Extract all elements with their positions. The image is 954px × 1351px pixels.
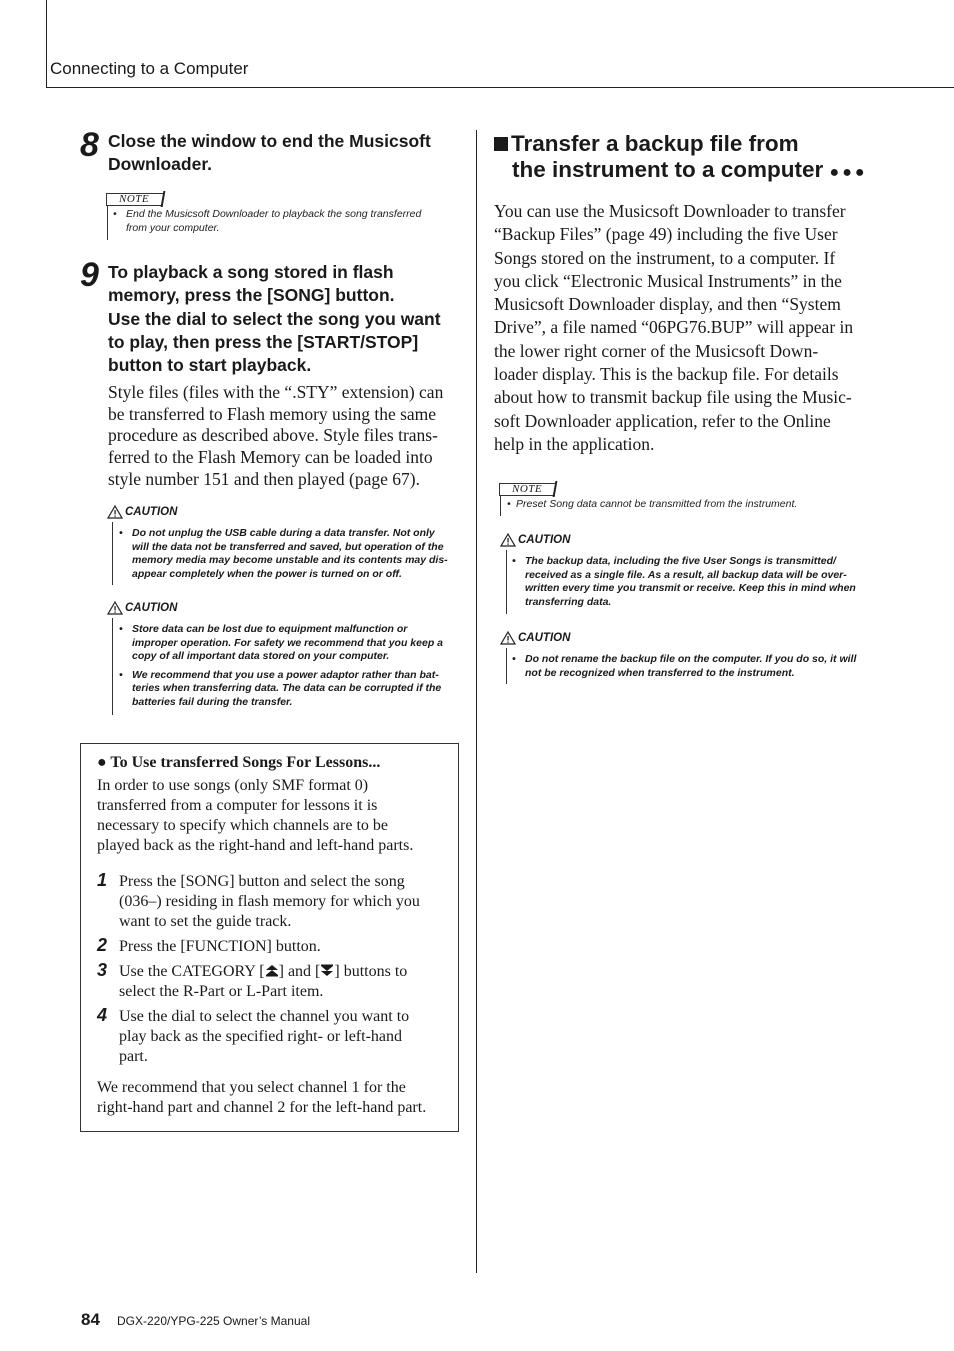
bullet: • xyxy=(113,208,117,220)
square-bullet-icon xyxy=(494,137,508,151)
note-text xyxy=(113,208,463,235)
caution-text xyxy=(512,653,892,680)
arrow-up-icon xyxy=(265,964,279,977)
step-number: 3 xyxy=(97,960,108,980)
caution-item: • Do not rename the backup file on the computer. If you do so, it will not be recognized when transferred to the instrument. xyxy=(512,653,857,679)
list-item: 3 Use the CATEGORY [ ] and [ ] buttons to select the R-Part or L-Part item. xyxy=(97,960,408,1000)
list-item: 4 Use the dial to select the channel you want to play back as the specified right- or left-hand part. xyxy=(97,1005,410,1065)
caution-item: • Store data can be lost due to equipment malfunction or improper operation. For safety we recommend that you keep a copy of all important data stored on your computer. xyxy=(119,623,443,662)
section-title: Connecting to a Computer xyxy=(50,59,249,78)
list-item: 2 Press the [FUNCTION] button. xyxy=(97,935,321,955)
step-9-number: 9 xyxy=(80,256,99,294)
caution-bar xyxy=(506,648,507,684)
lessons-content xyxy=(97,753,447,1118)
page-number: 84 xyxy=(81,1310,100,1329)
caution-bar xyxy=(506,550,507,614)
step-number: 2 xyxy=(97,935,108,955)
caution-heading: CAUTION xyxy=(107,601,177,615)
transfer-heading: Transfer a backup file from the instrument to a computer ●●● xyxy=(494,131,868,186)
step-number: 4 xyxy=(97,1005,108,1025)
step-9-body: Style files (files with the “.STY” extension) can be transferred to Flash memory using the same procedure as described above. Style files trans- ferred to the Flash Memory can be loaded into style number 151 and then played (page 67). xyxy=(108,382,444,489)
note-text xyxy=(507,498,887,512)
note-item: • Preset Song data cannot be transmitted from the instrument. xyxy=(507,498,798,510)
header-horizontal-rule xyxy=(46,87,954,88)
step-8-heading: Close the window to end the Musicsoft Downloader. xyxy=(108,131,431,175)
bullet: • xyxy=(507,498,511,510)
list-item: 1 Press the [SONG] button and select the song (036–) residing in flash memory for which you want to set the guide track. xyxy=(97,870,420,930)
caution-heading: CAUTION xyxy=(500,533,570,547)
step-9-heading: To playback a song stored in flash memory, press the [SONG] button. Use the dial to select the song you want to play, then press the [START/STOP] button to start playback. xyxy=(108,262,441,376)
lessons-outro: We recommend that you select channel 1 for the right-hand part and channel 2 for the left-hand part. xyxy=(97,1079,427,1116)
lessons-steps xyxy=(97,872,447,1067)
bullet: • xyxy=(119,623,123,635)
caution-item: • Do not unplug the USB cable during a data transfer. Not only will the data not be transferred and saved, but operation of the memory media may become unstable and its contents may dis- appear completely when the power is turned on or off. xyxy=(119,527,448,580)
lessons-box xyxy=(80,743,459,1132)
note-item: • End the Musicsoft Downloader to playback the song transferred from your computer. xyxy=(113,208,422,234)
bullet: • xyxy=(512,555,516,567)
warning-icon xyxy=(500,631,516,645)
column-divider xyxy=(476,130,477,1273)
warning-icon xyxy=(500,533,516,547)
caution-text xyxy=(119,527,469,581)
caution-text xyxy=(512,555,892,609)
note-label: NOTE xyxy=(106,193,163,206)
bullet: • xyxy=(512,653,516,665)
caution-heading: CAUTION xyxy=(500,631,570,645)
bullet-icon: ● xyxy=(97,754,107,771)
caution-bar xyxy=(112,618,113,715)
caution-heading: CAUTION xyxy=(107,505,177,519)
caution-text xyxy=(119,623,469,709)
warning-icon xyxy=(107,601,123,615)
bullet: • xyxy=(119,668,123,681)
arrow-down-icon xyxy=(320,964,334,977)
warning-icon xyxy=(107,505,123,519)
manual-title: DGX-220/YPG-225 Owner’s Manual xyxy=(117,1314,310,1328)
note-label: NOTE xyxy=(499,483,555,496)
lessons-intro: In order to use songs (only SMF format 0) transferred from a computer for lessons it is necessary to specify which channels are to be played back as the right-hand and left-hand parts. xyxy=(97,777,414,854)
note-bar xyxy=(500,495,501,516)
transfer-body: You can use the Musicsoft Downloader to transfer “Backup Files” (page 49) including the five User Songs stored on the instrument, to a computer. If you click “Electronic Musical Instruments” in the Musicsoft Downloader display, and then “System Drive”, a file named “06PG76.BUP” will appear in the lower right corner of the Musicsoft Down- loader display. This is the backup file. For details about how to transmit backup file using the Music- soft Downloader application, refer to the Online help in the application. xyxy=(494,201,854,454)
bullet: • xyxy=(119,527,123,539)
heading-dots: ●●● xyxy=(829,164,868,181)
lessons-title: ● To Use transferred Songs For Lessons... xyxy=(97,754,381,771)
caution-bar xyxy=(112,522,113,585)
step-8-number: 8 xyxy=(80,126,99,164)
note-bar xyxy=(107,205,108,240)
caution-item: • We recommend that you use a power adaptor rather than bat- teries when transferring data. The data can be corrupted if the batteries fail during the transfer. xyxy=(119,668,442,708)
step-number: 1 xyxy=(97,870,108,890)
header-vertical-rule xyxy=(46,0,47,88)
caution-item: • The backup data, including the five User Songs is transmitted/ received as a single file. As a result, all backup data will be over- written every time you transmit or receive. Keep this in mind when transferring data. xyxy=(512,555,856,608)
